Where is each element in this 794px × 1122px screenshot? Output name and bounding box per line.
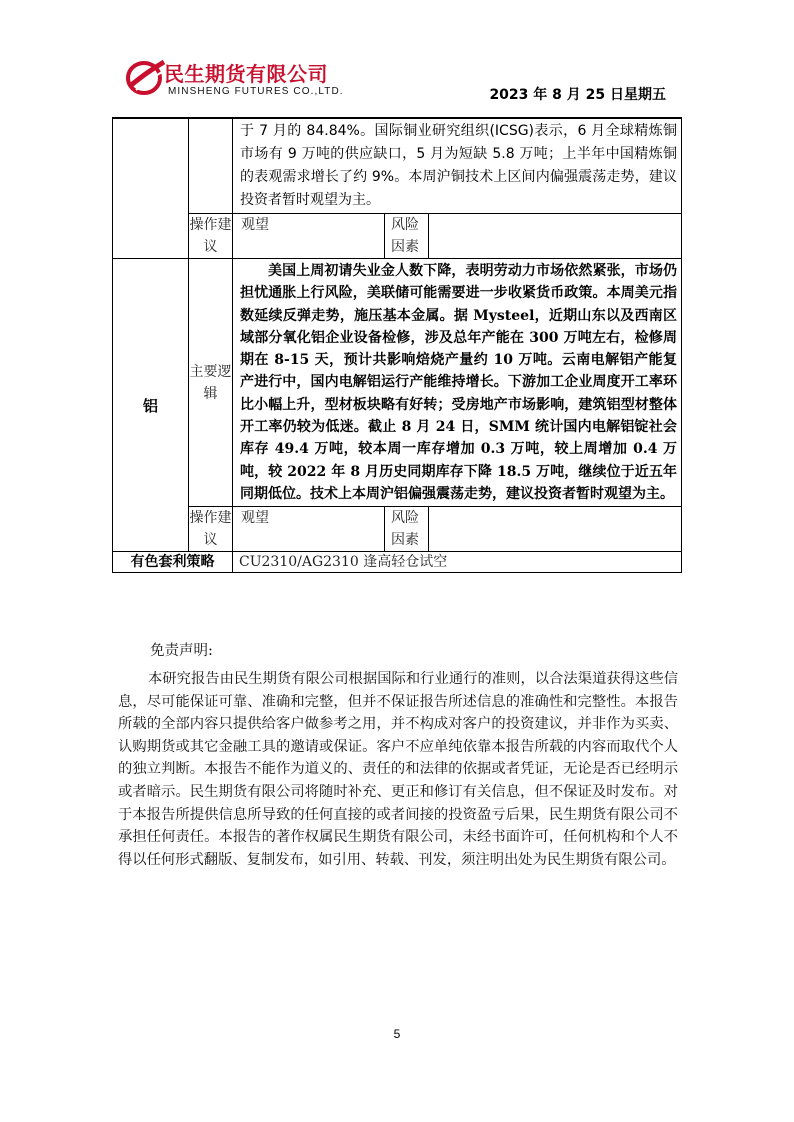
strategy-label: 有色套利策略 bbox=[113, 552, 233, 573]
strategy-value: CU2310/AG2310 逢高轻仓试空 bbox=[233, 552, 682, 573]
copper-op-label: 操作建议 bbox=[189, 214, 233, 259]
copper-op-value: 观望 bbox=[233, 214, 385, 259]
report-date: 2023 年 8 月 25 日星期五 bbox=[489, 87, 666, 103]
aluminum-logic-row bbox=[113, 259, 682, 507]
copper-logic-row bbox=[113, 119, 682, 214]
commodity-table bbox=[112, 118, 682, 573]
aluminum-risk-value bbox=[429, 507, 682, 552]
copper-logic-text: 于 7 月的 84.84%。国际铜业研究组织(ICSG)表示，6 月全球精炼铜市场有 9 万吨的供应缺口，5 月为短缺 5.8 万吨；上半年中国精炼铜的表观需求增长了约 9%。本周沪铜技术上区间内偏强震荡走势，建议投资者暂时观望为主。 bbox=[233, 119, 682, 214]
aluminum-category: 铝 bbox=[113, 259, 189, 552]
aluminum-operation-row bbox=[113, 507, 682, 552]
copper-risk-value bbox=[429, 214, 682, 259]
company-logo bbox=[126, 56, 366, 106]
page-number: 5 bbox=[393, 1027, 401, 1041]
copper-operation-row bbox=[113, 214, 682, 259]
copper-logic-label-cell bbox=[189, 119, 233, 214]
company-name-en: MINSHENG FUTURES CO.,LTD. bbox=[168, 86, 344, 97]
copper-category-cell bbox=[113, 119, 189, 259]
copper-risk-label: 风险因素 bbox=[385, 214, 429, 259]
aluminum-logic-text: 美国上周初请失业金人数下降，表明劳动力市场依然紧张，市场仍担忧通胀上行风险，美联储可能需要进一步收紧货币政策。本周美元指数延续反弹走势，施压基本金属。据 Mysteel，近期山东以及西南区域部分氧化铝企业设备检修，涉及总年产能在 300 万吨左右，检修周期在 8-15 天，预计共影响焙烧产量约 10 万吨。云南电解铝产能复产进行中，国内电解铝运行产能维持增长。下游加工企业周度开工率环比小幅上升，型材板块略有好转；受房地产市场影响，建筑铝型材整体开工率仍较为低迷。截止 8 月 24 日，SMM 统计国内电解铝锭社会库存 49.4 万吨，较本周一库存增加 0.3 万吨，较上周增加 0.4 万吨，较 2022 年 8 月历史同期库存下降 18.5 万吨，继续位于近五年同期低位。技术上本周沪铝偏强震荡走势，建议投资者暂时观望为主。 bbox=[233, 259, 682, 507]
strategy-row bbox=[113, 552, 682, 573]
company-name-cn: 民生期货有限公司 bbox=[164, 62, 328, 86]
aluminum-logic-label: 主要逻辑 bbox=[189, 259, 233, 507]
aluminum-op-value: 观望 bbox=[233, 507, 385, 552]
disclaimer-body: 本研究报告由民生期货有限公司根据国际和行业通行的准则，以合法渠道获得这些信息，尽可能保证可靠、准确和完整，但并不保证报告所述信息的准确性和完整性。本报告所载的全部内容只提供给客户做参考之用，并不构成对客户的投资建议，并非作为买卖、认购期货或其它金融工具的邀请或保证。客户不应单纯依靠本报告所载的内容而取代个人的独立判断。本报告不能作为道义的、责任的和法律的依据或者凭证，无论是否已经明示或者暗示。民生期货有限公司将随时补充、更正和修订有关信息，但不保证及时发布。对于本报告所提供信息所导致的任何直接的或者间接的投资盈亏后果，民生期货有限公司不承担任何责任。本报告的著作权属民生期货有限公司，未经书面许可，任何机构和个人不得以任何形式翻版、复制发布，如引用、转载、刊发，须注明出处为民生期货有限公司。 bbox=[118, 671, 678, 868]
aluminum-risk-label: 风险因素 bbox=[385, 507, 429, 552]
aluminum-op-label: 操作建议 bbox=[189, 507, 233, 552]
disclaimer-title: 免责声明: bbox=[150, 643, 213, 659]
minsheng-logo-icon bbox=[126, 56, 166, 98]
